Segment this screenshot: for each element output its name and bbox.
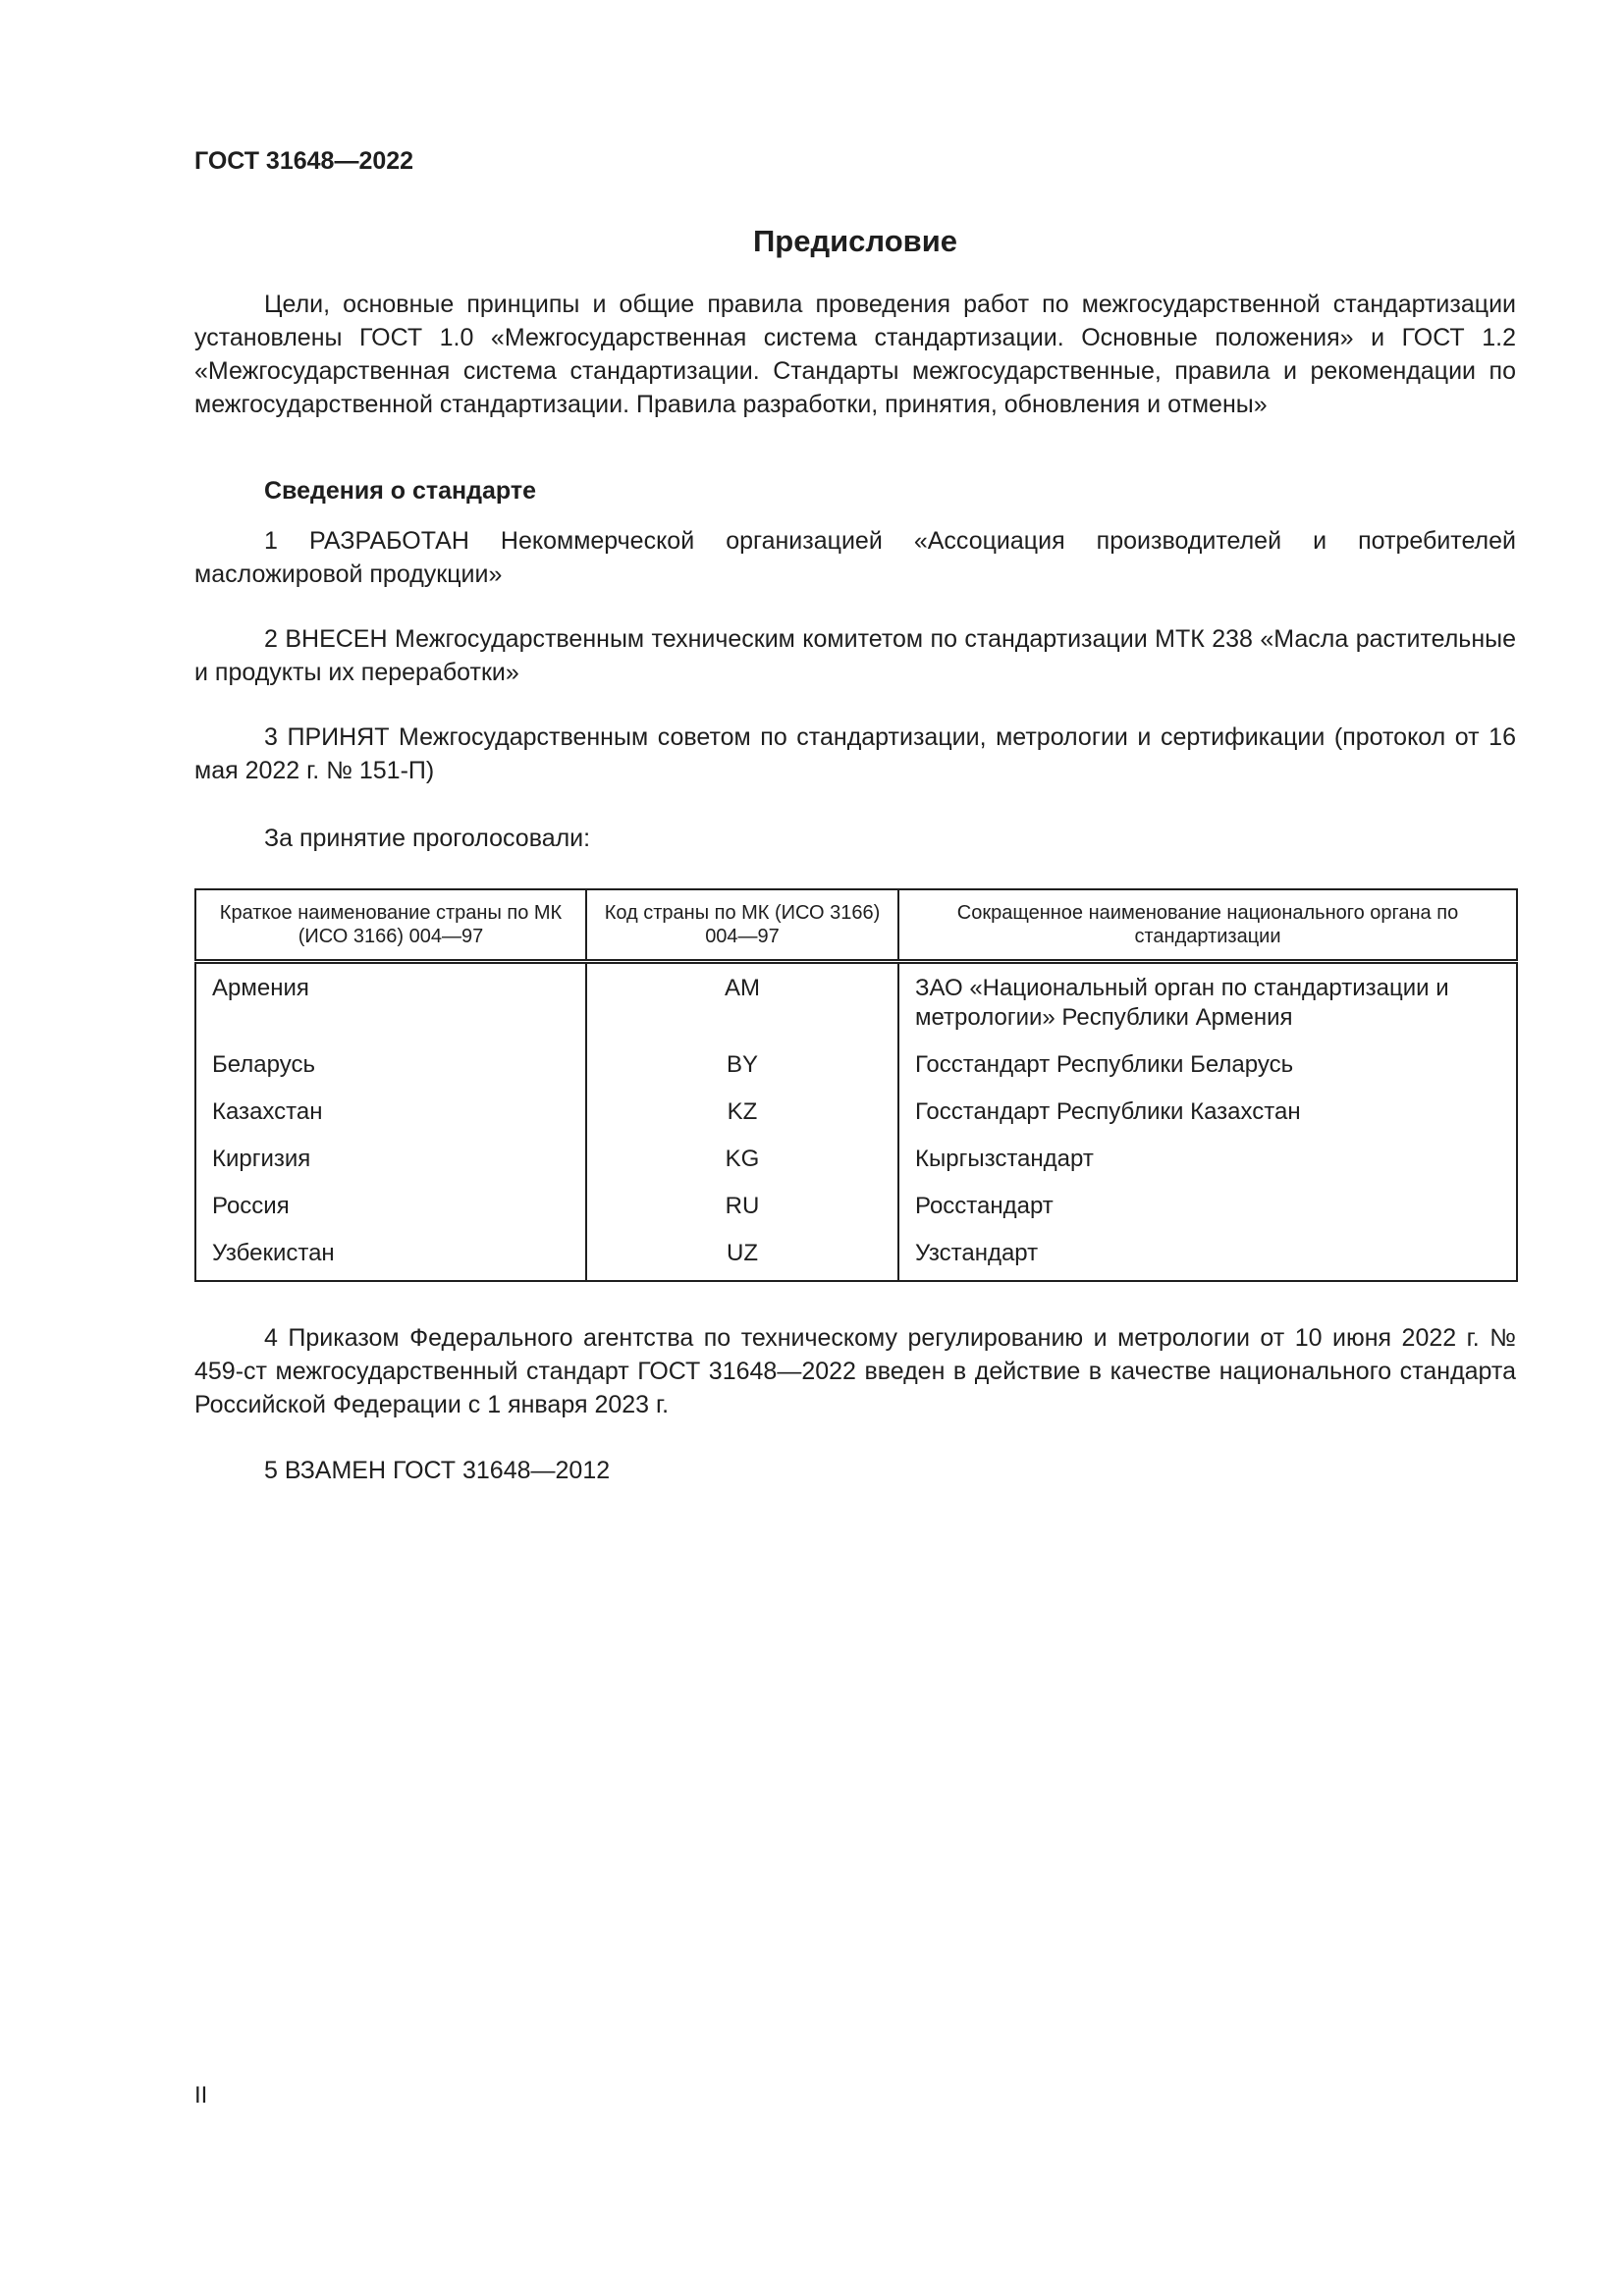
cell-body: Госстандарт Республики Казахстан <box>898 1090 1517 1137</box>
table-row <box>195 1231 1517 1281</box>
cell-code: UZ <box>586 1231 898 1281</box>
page-title: Предисловие <box>752 224 957 258</box>
cell-code: KZ <box>586 1090 898 1137</box>
cell-body: ЗАО «Национальный орган по стандартизации и метрологии» Республики Армения <box>898 962 1517 1043</box>
header-body: Сокращенное наименование национального органа по стандартизации <box>898 889 1517 962</box>
table-row <box>195 1184 1517 1231</box>
item-2-paragraph: 2 ВНЕСЕН Межгосударственным техническим комитетом по стандартизации МТК 238 «Масла растительные и продукты их переработки» <box>194 625 1516 686</box>
item-1-paragraph: 1 РАЗРАБОТАН Некоммерческой организацией «Ассоциация производителей и потребителей масложировой продукции» <box>194 527 1516 588</box>
cell-country: Беларусь <box>195 1042 586 1090</box>
page-number: II <box>194 2082 208 2109</box>
header-code: Код страны по МК (ИСО 3166) 004—97 <box>586 889 898 962</box>
cell-body: Узстандарт <box>898 1231 1517 1281</box>
cell-country: Россия <box>195 1184 586 1231</box>
cell-code: BY <box>586 1042 898 1090</box>
voted-label: За принятие проголосовали: <box>264 825 591 852</box>
cell-body: Кыргызстандарт <box>898 1137 1517 1184</box>
item-4-paragraph: 4 Приказом Федерального агентства по техническому регулированию и метрологии от 10 июня 2022 г. № 459-ст межгосударственный стандарт ГОСТ 31648—2022 введен в действие в качестве национального стандарта Российской Федерации с 1 января 2023 г. <box>194 1324 1516 1418</box>
header-country: Краткое наименование страны по МК (ИСО 3166) 004—97 <box>195 889 586 962</box>
table-row <box>195 1042 1517 1090</box>
document-page <box>194 0 1516 2296</box>
cell-country: Казахстан <box>195 1090 586 1137</box>
cell-body: Росстандарт <box>898 1184 1517 1231</box>
item-5-paragraph: 5 ВЗАМЕН ГОСТ 31648—2012 <box>264 1457 611 1484</box>
intro-paragraph: Цели, основные принципы и общие правила проведения работ по межгосударственной стандартизации установлены ГОСТ 1.0 «Межгосударственная система стандартизации. Основные положения» и ГОСТ 1.2 «Межгосударственная система стандартизации. Стандарты межгосударственные, правила и рекомендации по межгосударственной стандартизации. Правила разработки, принятия, обновления и отмены» <box>194 291 1516 418</box>
cell-country: Армения <box>195 962 586 1043</box>
cell-country: Узбекистан <box>195 1231 586 1281</box>
table-header-row <box>195 889 1517 962</box>
table-row <box>195 962 1517 1043</box>
cell-code: KG <box>586 1137 898 1184</box>
info-heading: Сведения о стандарте <box>264 477 537 505</box>
table-row <box>195 1137 1517 1184</box>
cell-country: Киргизия <box>195 1137 586 1184</box>
item-3-paragraph: 3 ПРИНЯТ Межгосударственным советом по стандартизации, метрологии и сертификации (протокол от 16 мая 2022 г. № 151-П) <box>194 723 1516 784</box>
table-row <box>195 1090 1517 1137</box>
cell-code: RU <box>586 1184 898 1231</box>
document-header: ГОСТ 31648—2022 <box>194 147 414 175</box>
countries-table <box>194 888 1518 1282</box>
cell-code: AM <box>586 962 898 1043</box>
cell-body: Госстандарт Республики Беларусь <box>898 1042 1517 1090</box>
